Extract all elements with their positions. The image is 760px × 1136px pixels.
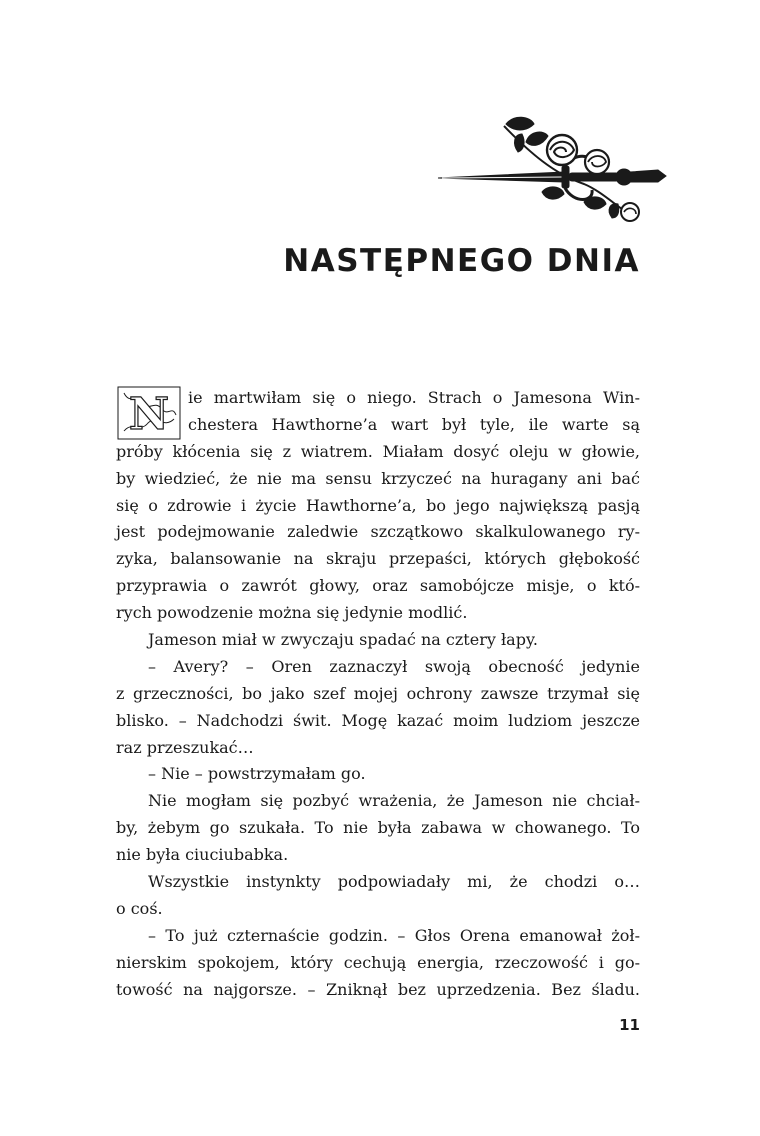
text-line: nierskim spokojem, który cechują energia, rzeczowość i go- (116, 952, 640, 972)
text-line: by wiedzieć, że nie ma sensu krzyczeć na huragany ani bać (116, 468, 640, 488)
text-line: rych powodzenie można się jedynie modlić. (116, 603, 468, 623)
text-line: Nie mogłam się pozbyć wrażenia, że Jameson nie chciał- (148, 791, 640, 811)
text-line: by, żebym go szukała. To nie była zabawa w chowanego. To (116, 818, 640, 838)
text-line: o coś. (116, 898, 163, 918)
text-line: próby kłócenia się z wiatrem. Miałam dosyć oleju w głowie, (116, 441, 640, 461)
drop-cap (116, 385, 182, 441)
rose-dagger-ornament-icon (434, 112, 668, 230)
text-line: przyprawia o zawrót głowy, oraz samobójcze misje, o któ- (116, 576, 640, 596)
text-line: Wszystkie instynkty podpowiadały mi, że chodzi o… (148, 872, 640, 892)
text-line: – Nie – powstrzymałam go. (148, 764, 366, 784)
text-line: jest podejmowanie zaledwie szczątkowo skalkulowanego ry- (116, 522, 640, 542)
chapter-title: NASTĘPNEGO DNIA (283, 243, 640, 279)
text-line: się o zdrowie i życie Hawthorne’a, bo jego największą pasją (116, 495, 640, 515)
text-line: blisko. – Nadchodzi świt. Mogę kazać moim ludziom jeszcze (116, 710, 640, 730)
text-line: – To już czternaście godzin. – Głos Orena emanował żoł- (148, 925, 640, 945)
text-lines (116, 385, 640, 1003)
text-line: raz przeszukać… (116, 737, 254, 757)
text-line: z grzeczności, bo jako szef mojej ochrony zawsze trzymał się (116, 683, 640, 703)
text-line: nie była ciuciubabka. (116, 845, 289, 865)
text-line: ie martwiłam się o niego. Strach o Jamesona Win- (188, 388, 640, 407)
page-number: 11 (619, 1016, 640, 1034)
text-line: Jameson miał w zwyczaju spadać na cztery łapy. (148, 630, 538, 650)
text-line: zyka, balansowanie na skraju przepaści, których głębokość (116, 549, 640, 569)
svg-text:N: N (128, 389, 170, 440)
text-line: towość na najgorsze. – Zniknął bez uprzedzenia. Bez śladu. (116, 979, 640, 999)
chapter-body (116, 385, 640, 1003)
text-line: – Avery? – Oren zaznaczył swoją obecność jedynie (148, 656, 640, 676)
text-line: chestera Hawthorne’a wart był tyle, ile warte są (188, 414, 640, 434)
